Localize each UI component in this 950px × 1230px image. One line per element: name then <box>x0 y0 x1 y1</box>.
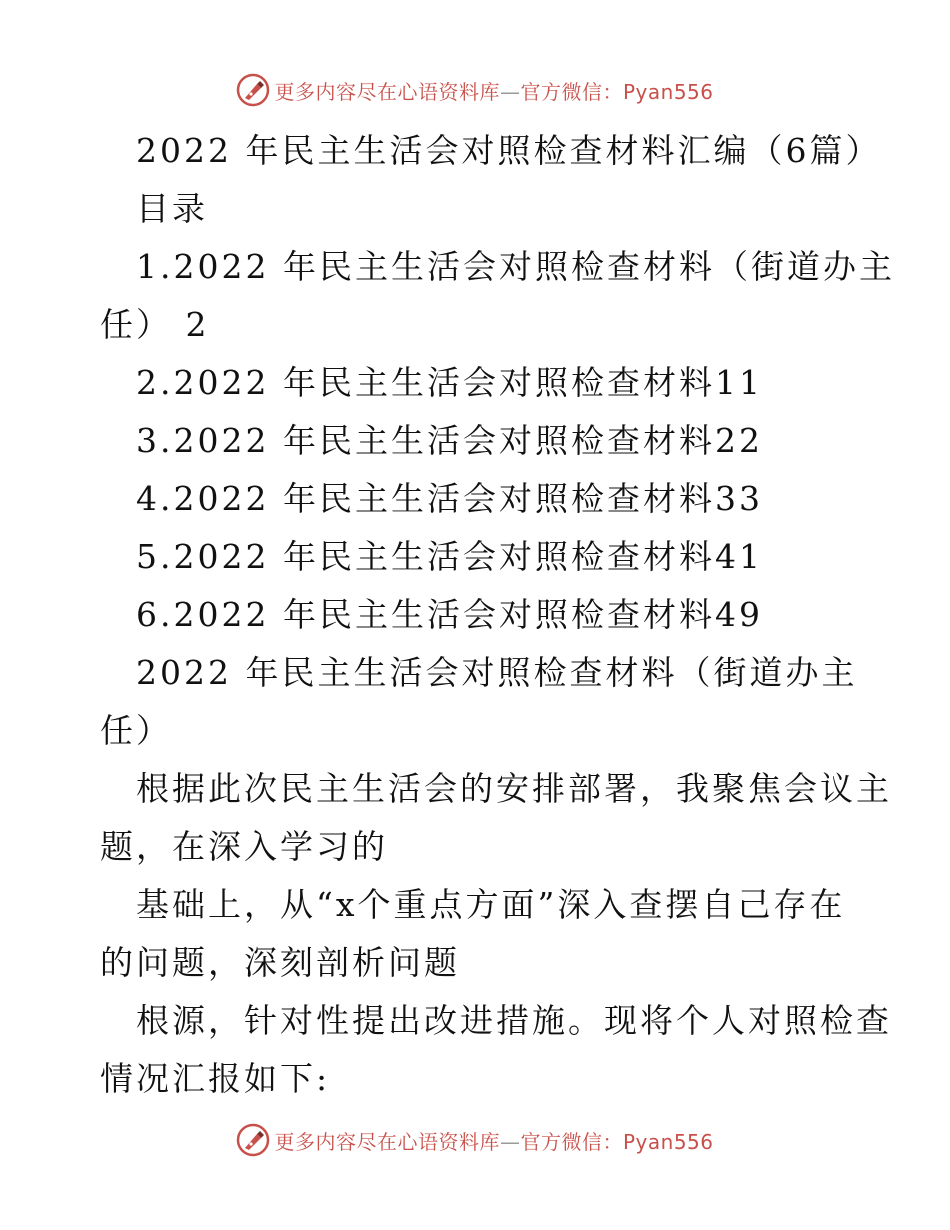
document-title: 2022 年民主生活会对照检查材料汇编（6篇） <box>136 131 882 170</box>
footer-watermark-banner <box>0 1120 950 1160</box>
toc-heading: 目录 <box>136 189 208 228</box>
header-watermark-banner <box>0 70 950 110</box>
banner-text: 更多内容尽在心语资料库—官方微信：Pyan556 <box>274 1129 714 1154</box>
paragraph-line: 根据此次民主生活会的安排部署，我聚焦会议主 <box>136 769 892 808</box>
section-title: 2022 年民主生活会对照检查材料（街道办主 <box>136 653 858 692</box>
document-body <box>100 122 895 1108</box>
paragraph-line: 根源，针对性提出改进措施。现将个人对照检查 <box>136 1001 892 1040</box>
toc-item-continuation: 任） 2 <box>100 305 210 344</box>
fountain-pen-logo-icon <box>236 1123 270 1157</box>
paragraph-line: 基础上，从“x个重点方面”深入查摆自己存在 <box>136 885 846 924</box>
paragraph-line: 的问题，深刻剖析问题 <box>100 943 460 982</box>
section-title-continuation: 任） <box>100 711 172 750</box>
toc-item: 5.2022 年民主生活会对照检查材料41 <box>136 537 763 576</box>
toc-item: 4.2022 年民主生活会对照检查材料33 <box>136 479 763 518</box>
paragraph-line: 情况汇报如下: <box>100 1059 331 1098</box>
banner-text: 更多内容尽在心语资料库—官方微信：Pyan556 <box>274 79 714 104</box>
paragraph-line: 题，在深入学习的 <box>100 827 388 866</box>
toc-item: 3.2022 年民主生活会对照检查材料22 <box>136 421 763 460</box>
toc-item: 2.2022 年民主生活会对照检查材料11 <box>136 363 763 402</box>
fountain-pen-logo-icon <box>236 73 270 107</box>
toc-item: 6.2022 年民主生活会对照检查材料49 <box>136 595 763 634</box>
toc-item: 1.2022 年民主生活会对照检查材料（街道办主 <box>136 247 895 286</box>
